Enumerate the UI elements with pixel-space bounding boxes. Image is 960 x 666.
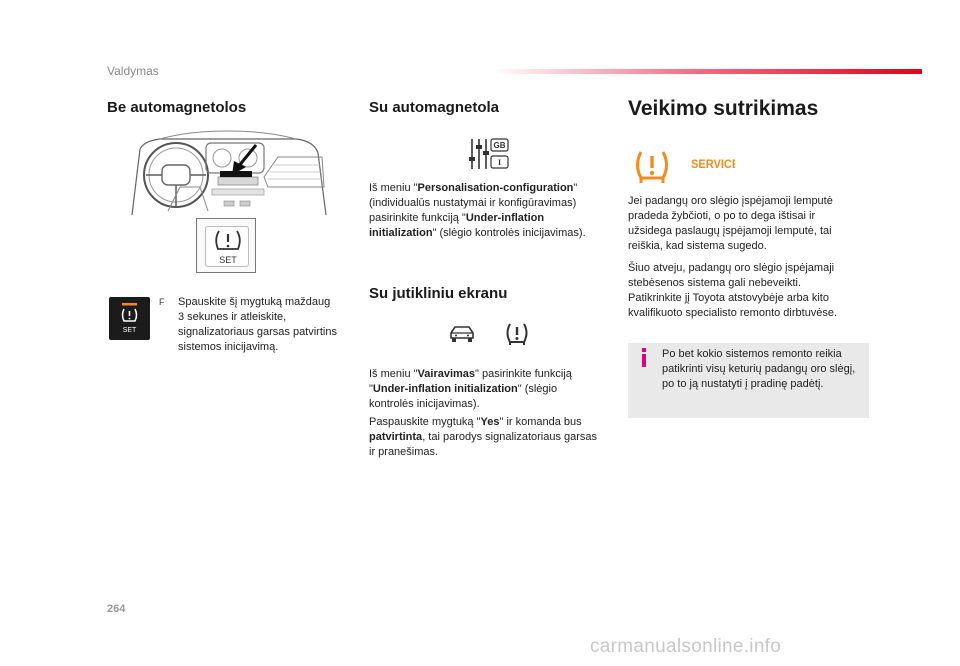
watermark: carmanualsonline.info bbox=[590, 636, 782, 657]
service-warning-icon bbox=[691, 156, 735, 172]
svg-text:SET: SET bbox=[219, 255, 237, 265]
malfunction-text-2: Šiuo atveju, padangų oro slėgio įspėjamaji stebėsenos sistema gali nebeveikti. Patikrinkite jį Toyota atstovybėje arba kito kvalifikuoto specialisto remonto dirbtuvėse. bbox=[628, 262, 838, 319]
gb-label: GB bbox=[493, 141, 506, 150]
radio-instructions: Iš meniu "Personalisation-configuration" (individualūs nustatymai ir konfigūravimas) pasirinkite funkciją "Under-inflation initialization" (slėgio kontrolės inicijavimas). bbox=[369, 182, 586, 239]
confirm-instructions: Paspauskite mygtuką "Yes" ir komanda bus patvirtinta, tai parodys signalizatoriaus garsas ir pranešimas. bbox=[369, 416, 598, 458]
tire-pressure-icon bbox=[504, 321, 530, 347]
page-number: 264 bbox=[107, 603, 126, 615]
info-icon bbox=[639, 348, 649, 368]
malfunction-text-1: Jei padangų oro slėgio įspėjamoji lemputė pradeda žybčioti, o po to dega ištisai ir užsidega paslaugų įspėjamoji lemputė, tai reiškia, kad sistema sugedo. bbox=[628, 195, 833, 252]
touchscreen-instructions: Iš meniu "Vairavimas" pasirinkite funkciją "Under-inflation initialization" (slėgio kontrolės inicijavimas). bbox=[369, 368, 572, 410]
instruction-text: Spauskite šį mygtuką maždaug 3 sekunes ir atleiskite, signalizatoriaus garsas patvirtins sistemos inicijavimą. bbox=[178, 296, 337, 353]
i-label: I bbox=[497, 158, 502, 167]
info-text: Po bet kokio sistemos remonto reikia patikrinti visų keturių padangų oro slėgį, po to ją nustatyti į pradinę padėtį. bbox=[662, 348, 856, 390]
settings-sliders-icon bbox=[468, 137, 510, 171]
header-accent-bar bbox=[492, 69, 922, 74]
tire-warning-icon bbox=[632, 148, 672, 186]
heading-malfunction: Veikimo sutrikimas bbox=[628, 97, 819, 120]
set-button-illustration bbox=[196, 218, 256, 273]
heading-with-radio: Su automagnetola bbox=[369, 99, 500, 116]
car-icon bbox=[448, 323, 476, 345]
set-button-small bbox=[109, 297, 150, 340]
bullet-marker: F bbox=[159, 297, 165, 307]
heading-touchscreen: Su jutikliniu ekranu bbox=[369, 285, 508, 302]
svg-text:SET: SET bbox=[122, 327, 137, 334]
dashboard-illustration bbox=[128, 127, 328, 220]
heading-without-radio: Be automagnetolos bbox=[107, 99, 247, 116]
section-title: Valdymas bbox=[107, 64, 159, 78]
service-label: SERVICE bbox=[691, 158, 735, 172]
